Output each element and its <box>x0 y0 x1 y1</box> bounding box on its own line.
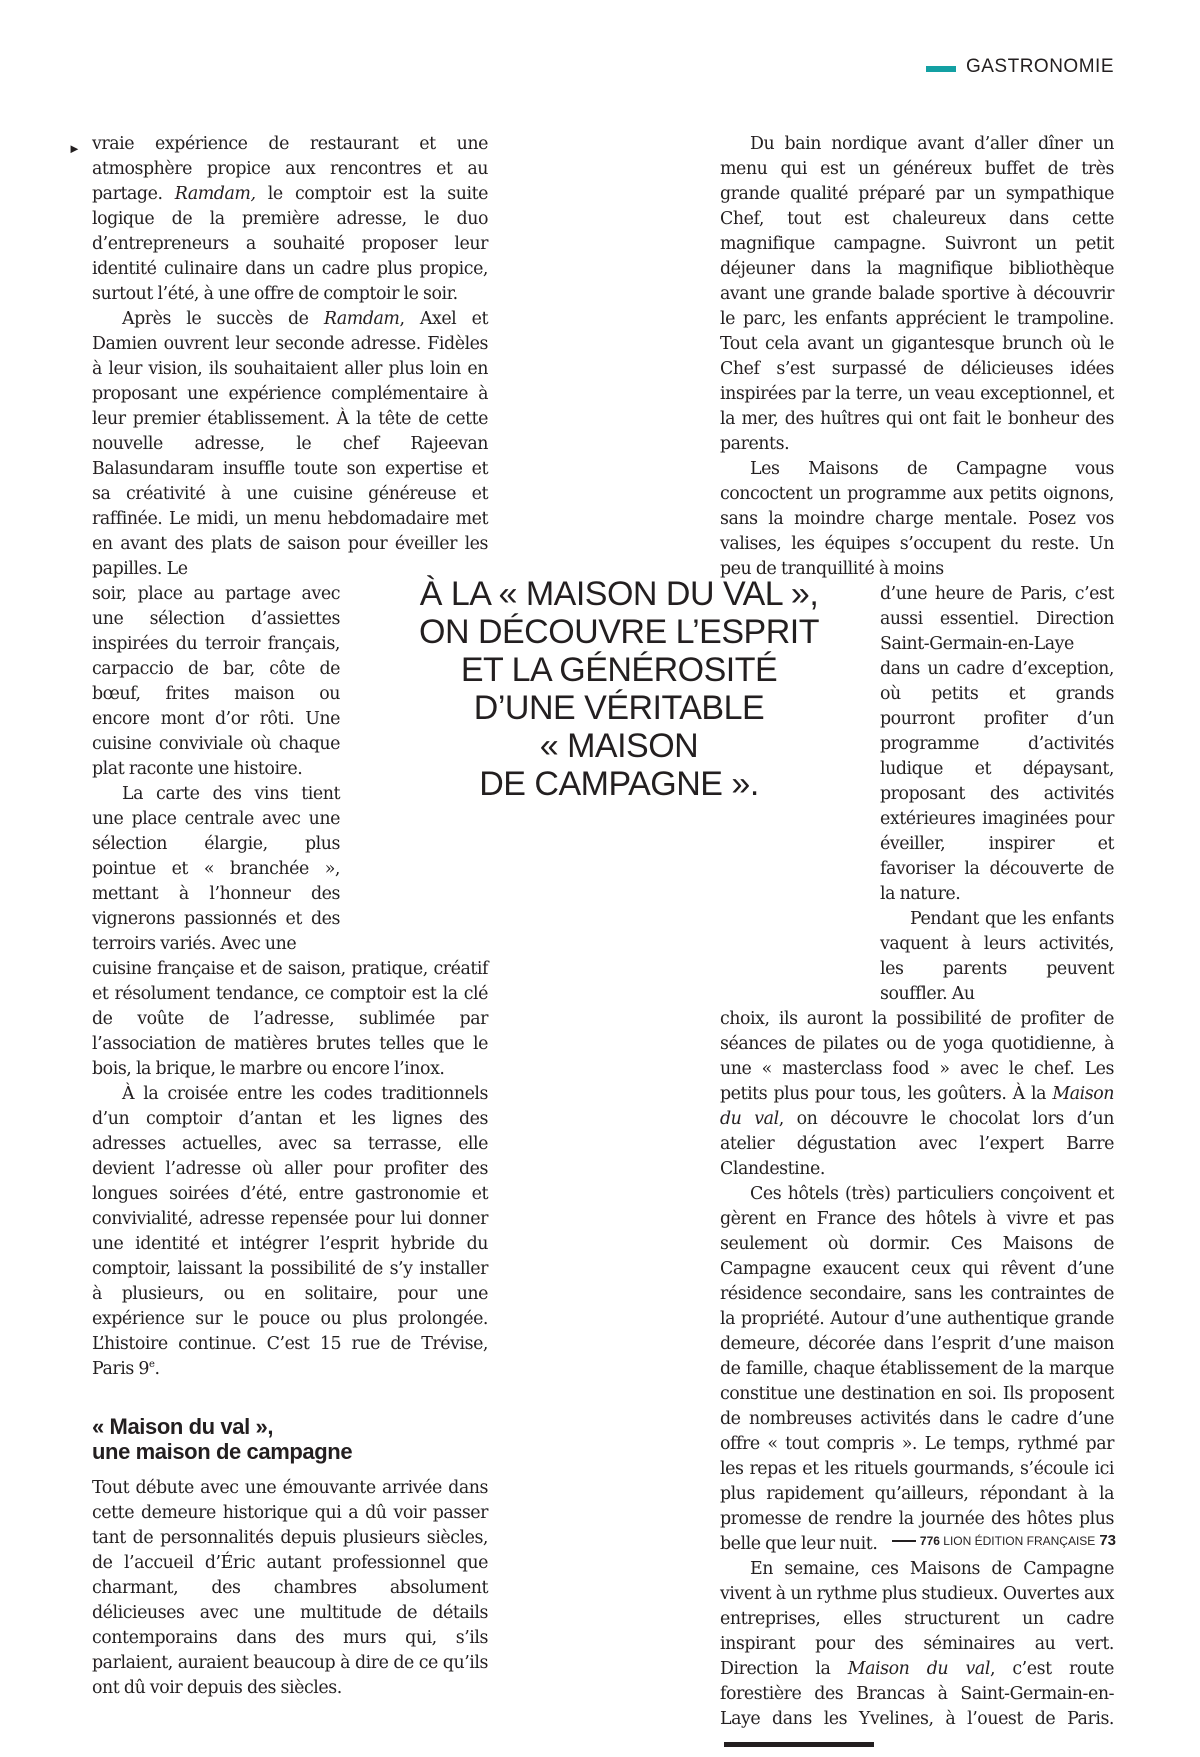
paragraph-wrap: d’une heure de Paris, c’est aussi essentiel. Direction Saint-Germain-en-Laye dans un cadre d’exception, où petits et grands pourront profiter d’un programme d’activités ludique et dépaysant, proposant des activités extérieures imaginées pour éveiller, inspirer et favoriser la découverte de la nature. <box>880 584 1114 904</box>
text-run: le comptoir est la suite logique de la première adresse, le duo d’entrepreneurs a souhaité proposer leur identité culinaire dans un cadre plus propice, surtout l’été, à une offre de comptoir le soir. <box>92 184 488 304</box>
left-column <box>92 132 488 1701</box>
italic-text: Ramdam <box>323 309 400 329</box>
italic-text: Maison du val <box>720 1084 1114 1129</box>
paragraph-wrap: soir, place au partage avec une sélection d’assiettes inspirées du terroir français, carpaccio de bar, côte de bœuf, frites maison ou encore mont d’or rôti. Une cuisine conviviale où chaque plat raconte une histoire. <box>92 584 340 779</box>
pull-quote-line: ON DÉCOUVRE L’ESPRIT <box>419 613 819 651</box>
page-number: 73 <box>1099 1532 1116 1549</box>
page-footer <box>892 1532 1116 1549</box>
footer-dash <box>892 1540 916 1542</box>
magazine-name: LION ÉDITION FRANÇAISE <box>943 1534 1096 1548</box>
text-run: , Axel et Damien ouvrent leur seconde adresse. Fidèles à leur vision, ils souhaitaient aller plus loin en proposant une expérience complémentaire à leur premier établissement. À la tête de cette nouvelle adresse, le chef Rajeevan Balasundaram insuffle toute son expertise et sa créativité à une cuisine généreuse et raffinée. Le midi, un menu hebdomadaire met en avant des plats de saison pour éveiller les papilles. Le <box>92 309 488 579</box>
section-label: GASTRONOMIE <box>965 56 1114 77</box>
paragraph: Ces hôtels (très) particuliers conçoivent et gèrent en France des hôtels à vivre et pas seulement où dormir. Ces Maisons de Campagne exaucent ceux qui rêvent d’une résidence secondaire, sans les contraintes de la propriété. Autour d’une authentique grande demeure, décorée dans l’esprit d’une maison de famille, chaque établissement de la marque constitue une destination en soi. Ils proposent de nombreuses activités dans le cadre d’une offre « tout compris ». Le temps, rythmé par les repas et les rituels gourmands, s’écoule ici plus rapidement qu’ailleurs, répondant à la promesse de rendre la journée des hôtes plus belle que leur nuit. <box>720 1184 1114 1554</box>
paragraph: Du bain nordique avant d’aller dîner un menu qui est un généreux buffet de très grande qualité préparé par un sympathique Chef, tout est chaleureux dans cette magnifique campagne. Suivront un petit déjeuner dans la magnifique bibliothèque avant une grande balade sportive à découvrir le parc, les enfants apprécient le trampoline. Tout cela avant un gigantesque brunch où le Chef s’est surpassé de délicieuses idées inspirées par la terre, un veau exceptionnel, et la mer, des huîtres qui ont fait le bonheur des parents. <box>720 134 1114 454</box>
text-run: choix, ils auront la possibilité de profiter de séances de pilates ou de yoga quotidienne, à une « masterclass food » avec le chef. Les petits plus pour tous, les goûters. À la <box>720 1009 1114 1104</box>
paragraph-text: À la croisée entre les codes traditionnels d’un comptoir d’antan et les lignes des adresses actuelles, avec sa terrasse, elle devient l’adresse où aller pour profiter des longues soirées d’été, entre gastronomie et convivialité, adresse repensée pour lui donner une identité et intégrer l’esprit hybride du comptoir, laissant la possibilité de s’y installer à plusieurs, ou en solitaire, pour une expérience sur le pouce ou plus prolongée. L’histoire continue. C’est 15 rue de Trévise, Paris 9 <box>92 1084 488 1379</box>
paragraph <box>720 1557 1114 1757</box>
pull-quote-line: « MAISON <box>539 727 699 765</box>
pull-quote-line: À LA « MAISON DU VAL », <box>419 575 819 613</box>
paragraph <box>92 1082 488 1382</box>
paragraph <box>92 132 488 307</box>
pull-quote-line: D’UNE VÉRITABLE <box>473 689 765 727</box>
issue-number: 776 <box>919 1534 940 1548</box>
paragraph-wrap: Pendant que les enfants vaquent à leurs activités, les parents peuvent souffler. Au <box>880 909 1114 1004</box>
paragraph: cuisine française et de saison, pratique, créatif et résolument tendance, ce comptoir est la clé de voûte de l’adresse, sublimée par l’association de matières brutes telles que le bois, la brique, le marbre ou encore l’inox. <box>92 959 488 1079</box>
paragraph-end: . <box>154 1359 160 1379</box>
pull-quote-line: DE CAMPAGNE ». <box>479 765 759 803</box>
continuation-arrow-icon: ► <box>68 141 81 156</box>
italic-text: Ramdam, <box>174 184 256 204</box>
paragraph <box>720 1007 1114 1182</box>
article-end-rule <box>724 1742 874 1747</box>
text-run: Après le succès de <box>122 309 324 329</box>
paragraph <box>92 307 488 582</box>
text-run: vraie expérience de restaurant et une atmosphère propice aux rencontres et au partage. <box>92 134 488 204</box>
paragraph: Les Maisons de Campagne vous concoctent un programme aux petits oignons, sans la moindre charge mentale. Posez vos valises, les équipes s’occupent du reste. Un peu de tranquillité à moins <box>720 459 1114 579</box>
subheading <box>92 1414 488 1464</box>
paragraph-rich <box>720 1559 1114 1729</box>
text-run: , c’est route forestière des Brancas à Saint-Germain-en-Laye dans les Yvelines, à l’ouest de Paris. <box>720 1659 1114 1729</box>
text-run: En semaine, ces Maisons de Campagne vivent à un rythme plus studieux. Ouvertes aux entreprises, elles structurent un cadre inspirant pour des séminaires au vert. Direction la <box>720 1559 1114 1679</box>
section-header <box>926 56 1114 78</box>
superscript: e <box>149 1359 155 1371</box>
section-accent-bar <box>926 66 956 72</box>
text-run: , on découvre le chocolat lors d’un atelier dégustation avec l’expert Barre Clandestine. <box>720 1109 1114 1179</box>
italic-text: Maison du val <box>847 1659 990 1679</box>
paragraph: Tout débute avec une émouvante arrivée dans cette demeure historique qui a dû voir passer tant de personnalités depuis plusieurs siècles, de l’accueil d’Éric autant professionnel que charmant, des chambres absolument délicieuses avec une multitude de détails contemporains dans des murs qui, s’ils parlaient, auraient beaucoup à dire de ce qu’ils ont dû voir depuis des siècles. <box>92 1478 488 1698</box>
subheading-line-1: « Maison du val », <box>92 1414 274 1439</box>
subheading-line-2: une maison de campagne <box>92 1439 353 1464</box>
paragraph-wrap: La carte des vins tient une place centrale avec une sélection élargie, plus pointue et « branchée », mettant à l’honneur des vignerons passionnés et des terroirs variés. Avec une <box>92 784 340 954</box>
pull-quote-line: ET LA GÉNÉROSITÉ <box>460 651 778 689</box>
right-column <box>720 132 1114 1757</box>
